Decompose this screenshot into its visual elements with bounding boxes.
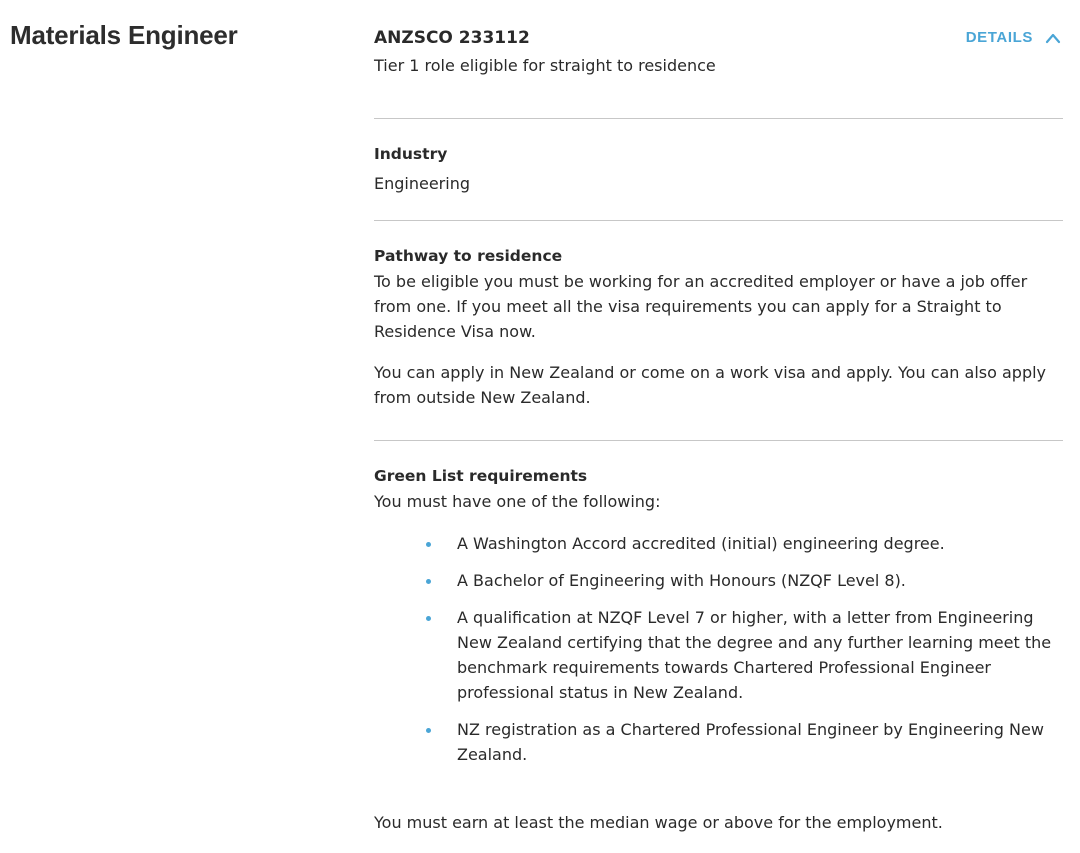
green-list-section [374,441,1063,835]
requirement-text: A qualification at NZQF Level 7 or higher, with a letter from Engineering New Zealand certifying that the degree and any further learning meet the benchmark requirements towards Chartered Professional Engineer professional status in New Zealand. [457,608,1052,702]
occupation-summary [374,27,1063,119]
requirements-list [374,531,1063,767]
requirement-text: NZ registration as a Chartered Professional Engineer by Engineering New Zealand. [457,720,1044,764]
pathway-section [374,221,1063,441]
industry-section [374,119,1063,221]
anzsco-code: ANZSCO 233112 [374,28,530,48]
requirement-text: A Bachelor of Engineering with Honours (NZQF Level 8). [457,571,906,590]
bullet-dot-icon [426,616,431,621]
list-item [424,568,1063,593]
pathway-paragraph: You can apply in New Zealand or come on a work visa and apply. You can also apply from outside New Zealand. [374,363,1047,407]
chevron-up-icon [1045,32,1061,44]
pathway-paragraph: To be eligible you must be working for an accredited employer or have a job offer from one. If you meet all the visa requirements you can apply for a Straight to Residence Visa now. [374,272,1028,341]
details-label: DETAILS [965,29,1033,46]
details-toggle-button[interactable] [966,27,1061,49]
tier-description: Tier 1 role eligible for straight to residence [374,56,716,75]
wage-requirement: You must earn at least the median wage or above for the employment. [374,813,943,832]
occupation-title: Materials Engineer [10,20,238,50]
bullet-dot-icon [426,579,431,584]
industry-value: Engineering [374,174,470,193]
occupation-details-panel [374,27,1063,835]
pathway-heading: Pathway to residence [374,247,563,265]
green-list-intro: You must have one of the following: [374,492,661,511]
green-list-heading: Green List requirements [374,467,588,485]
industry-heading: Industry [374,145,448,163]
bullet-dot-icon [426,728,431,733]
list-item [424,531,1063,556]
list-item [424,605,1063,705]
requirement-text: A Washington Accord accredited (initial) engineering degree. [457,534,945,553]
bullet-dot-icon [426,542,431,547]
list-item [424,717,1063,767]
